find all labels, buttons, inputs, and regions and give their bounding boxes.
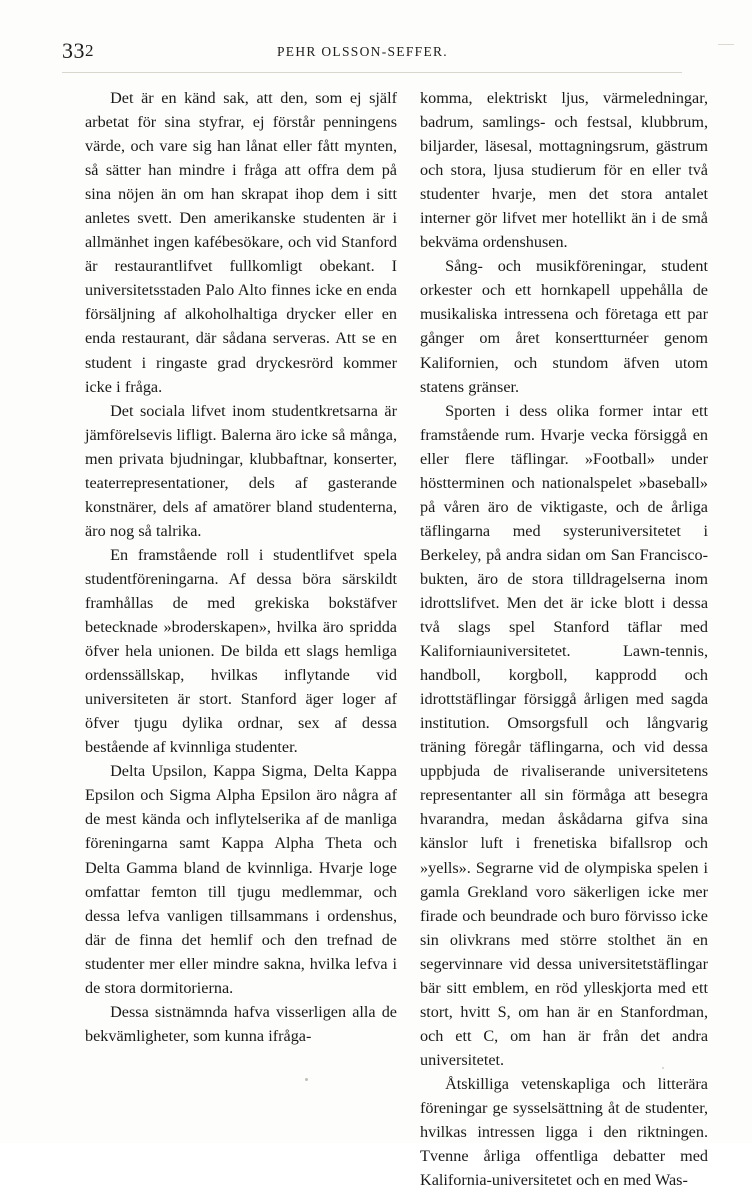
header-rule [62,72,682,73]
paragraph: Delta Upsilon, Kappa Sigma, Delta Kappa Epsilon och Sigma Alpha Epsilon äro några af de mest kända och inflytelserika af de manliga föreningarna samt Kappa Alpha Theta och Delta Gamma bland de kvinnliga. Hvarje loge omfattar femton till tjugu medlemmar, och dessa lefva vanligen tillsammans i ordenshus, där de finna det hemlif och den trefnad de studenter mer eller mindre sakna, hvilka lefva i de stora dormitorierna. [85,762,397,997]
paragraph: Det är en känd sak, att den, som ej själf arbetat för sina styfrar, ej förstår penningens värde, och vare sig han lånat eller fått mynten, så sätter han mindre i fråga att offra dem på sina nöjen än om han skrapat ihop dem i sitt anletes svett. Den amerikanske studenten är i allmänhet ingen kafébesökare, och vid Stanford är restaurantlifvet fullkomligt obekant. I universitetsstaden Palo Alto finnes icke en enda försäljning af alkoholhaltiga drycker eller en enda restaurant, där sådana serveras. Att se en student i ringaste grad dryckesrörd kommer icke i fråga. [85,89,397,396]
column-left [85,86,397,1048]
paragraph: Sång- och musikföreningar, student orkester och ett hornkapell uppehålla de musikaliska intressena och företaga ett par gånger om året konsertturnéer genom Kalifornien, och stundom äfven utom statens gränser. [420,257,708,396]
page-header [62,38,690,68]
page-number [62,38,94,64]
paragraph: Sporten i dess olika former intar ett framstående rum. Hvarje vecka försiggå en eller flere täflingar. »Football» under höstterminen och nationalspelet »baseball» på våren äro de viktigaste, och de årliga täflingarna med systeruniversitetet i Berkeley, på andra sidan om San Francisco-bukten, äro de stora tilldragelserna inom idrottslifvet. Men det är icke blott i dessa två slags spel Stanford täflar med Kaliforniauniversitetet. Lawn-tennis, handboll, korgboll, kapprodd och idrottstäflingar försiggå årligen med sagda institution. Omsorgsfull och långvarig träning föregår täflingarna, och vid dessa uppbjuda de rivaliserande universitetens representanter all sin förmåga att besegra hvarandra, medan åskådarna gifva sina känslor luft i frenetiska bifallsrop och »yells». Segrarne vid de olympiska spelen i gamla Grekland voro säkerligen icke mer firade och beundrade och buro förvisso icke sin olivkrans med större stolthet än en segervinnare vid dessa universitetstäflingar bär sitt emblem, en röd ylleskjorta med ett stort, hvitt S, om han är en Stanfordman, och ett C, om han är från det andra universitetet. [420,401,708,1069]
scan-edge-mark [718,44,734,45]
paragraph: En framstående roll i studentlifvet spela studentföreningarna. Af dessa böra särskildt framhållas de med grekiska bokstäfver betecknade »broderskapen», hvilka äro spridda öfver hela unionen. De bilda ett slags hemliga ordenssällskap, hvilkas inflytande vid universiteten är stort. Stanford äger loger af öfver tjugu dylika ordnar, sex af dessa bestående af kvinnliga studenter. [85,545,397,757]
paragraph: komma, elektriskt ljus, värmeledningar, badrum, samlings- och festsal, klubbrum, biljarder, läsesal, mottagningsrum, gästrum och stora, ljusa studierum för en eller två studenter hvarje, men det stora antalet interner gör lifvet mer hotellikt än i de små bekväma ordenshusen. [420,89,708,252]
paragraph: Det sociala lifvet inom studentkretsarna är jämförelsevis lifligt. Balerna äro icke så många, men privata bjudningar, klubbaftnar, konserter, teaterrepresentationer, dels af gasterande konstnärer, dels af amatörer bland studenterna, äro nog så talrika. [85,401,397,540]
paragraph: Åtskilliga vetenskapliga och litterära föreningar ge sysselsättning åt de studenter, hvilkas intressen ligga i den riktningen. Tvenne årliga offentliga debatter med Kalifornia-universitetet och en med Was- [420,1074,708,1190]
paragraph: Dessa sistnämnda hafva visserligen alla de bekvämligheter, som kunna ifråga- [85,1002,397,1045]
column-right [420,86,708,1192]
page-number-superscript: 2 [85,41,94,60]
scan-speck [305,1078,308,1081]
scan-speck [662,1067,664,1069]
page-number-main: 33 [62,38,85,63]
running-head: PEHR OLSSON-SEFFER. [277,44,448,59]
